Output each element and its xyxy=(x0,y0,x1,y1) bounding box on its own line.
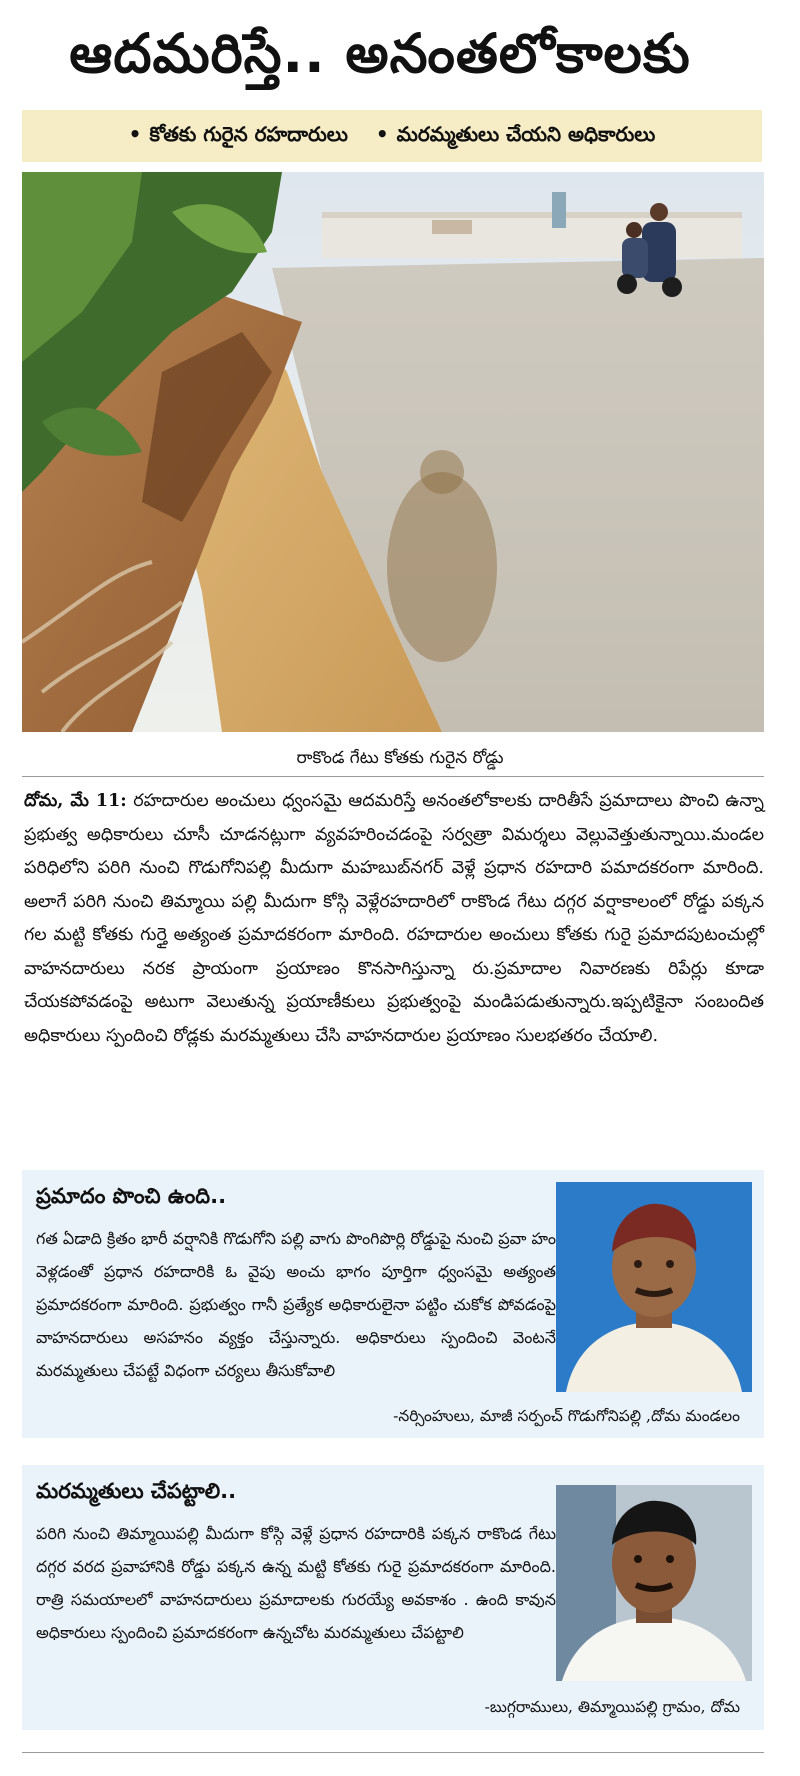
article-dateline: దోమ, మే 11: xyxy=(24,791,127,811)
quote-box-2-title: మరమ్మతులు చేపట్టాలి.. xyxy=(36,1479,237,1503)
photo-caption: రాకొండ గేటు కోతకు గురైన రోడ్డు xyxy=(296,748,504,768)
person-portrait-icon xyxy=(556,1182,752,1392)
article-text: రహదారుల అంచులు ధ్వంసమై ఆదమరిస్తే అనంతలోకాలకు దారితీసే ప్రమాదాలు పొంచి ఉన్నా ప్రభుత్వ అధికారులు చూసీ చూడనట్లుగా వ్యవహరించడంపై సర్వత్రా విమర్శలు వెల్లువెత్తుతున్నాయి.మండల పరిధిలోని పరిగి నుంచి గొడుగోనిపల్లి మీదుగా మహబుబ్‌నగర్ వెళ్లే ప్రధాన రహదారి పమాదకరంగా మారింది. అలాగే పరిగి నుంచి తిమ్మాయి పల్లి మీదుగా కోస్గి వెళ్లేరహదారిలో రాకొండ గేటు దగ్గర వర్షాకాలంలో రోడ్డు పక్కన గల మట్టి కోతకు గుర్తై అత్యంత ప్రమాదకరంగా మారింది. రహదారుల అంచులు కోతకు గురై ప్రమాదపుటంచుల్లో వాహనదారులు నరక ప్రాయంగా ప్రయాణం కొనసాగిస్తున్నా రు.ప్రమాదాల నివారణకు రిపేర్లు కూడా చేయకపోవడంపై అటుగా వెలుతున్న ప్రయాణీకులు ప్రభుత్వంపై మండిపడుతున్నారు.ఇప్పటికైనా సంబందిత అధికారులు స్పందించి రోడ్లకు మరమ్మతులు చేసి వాహనదారుల ప్రయాణం సులభతరం చేయాలి. xyxy=(24,791,764,1046)
quote-box-1-attribution: -నర్సింహులు, మాజీ సర్పంచ్ గొడుగోనిపల్లి ,దోమ మండలం xyxy=(393,1407,740,1425)
quote-box-2-text: పరిగి నుంచి తిమ్మాయిపల్లి మీదుగా కోస్గి వెళ్లే ప్రధాన రహదారికి పక్కన రాకొండ గేటు దగ్గర వరద ప్రవాహానికి రోడ్డు పక్కన ఉన్న మట్టి కోతకు గురై ప్రమాదకరంగా మారింది. రాత్రి సమయాలలో వాహనదారులు ప్రమాదాలకు గురయ్యే అవకాశం . ఉంది కావున అధికారులు స్పందించి ప్రమాదకరంగా ఉన్నచోట మరమ్మతులు చేపట్టాలి xyxy=(36,1524,556,1642)
bottom-divider xyxy=(22,1752,764,1753)
article-body xyxy=(24,785,764,1053)
headline: ఆదమరిస్తే.. అనంతలోకాలకు xyxy=(69,22,691,85)
quote-box-1 xyxy=(22,1170,764,1438)
subheadline-1: • కోతకు గురైన రహదారులు xyxy=(129,122,348,151)
subheadline-2: • మరమ్మతులు చేయని అధికారులు xyxy=(376,122,655,151)
person-portrait-icon xyxy=(556,1485,752,1681)
quote-box-2-attribution: -బుగ్గరాములు, తిమ్మాయిపల్లి గ్రామం, దోమ xyxy=(484,1698,740,1716)
divider xyxy=(22,776,764,777)
subheadline-bar xyxy=(22,110,762,162)
quote-box-1-text: గత ఏడాది క్రితం భారీ వర్షానికి గొడుగోని పల్లి వాగు పొంగిపొర్లి రోడ్డుపై నుంచి ప్రవా హం వెళ్లడంతో ప్రధాన రహదారికి ఓ వైపు అంచు భాగం పూర్తిగా ధ్వంసమై అత్యంత ప్రమాదకరంగా మారింది. ప్రభుత్వం గానీ ప్రత్యేక అధికారులైనా పట్టిం చుకోక పోవడంపై వాహనదారులు అసహనం వ్యక్తం చేస్తున్నారు. అధికారులు స్పందించి వెంటనే మరమ్మతులు చేపట్టే విధంగా చర్యలు తీసుకోవాలి xyxy=(36,1229,556,1380)
road-erosion-photo xyxy=(22,172,764,732)
quote-box-2 xyxy=(22,1465,764,1730)
quote-box-1-title: ప్రమాదం పొంచి ఉంది.. xyxy=(36,1184,227,1208)
